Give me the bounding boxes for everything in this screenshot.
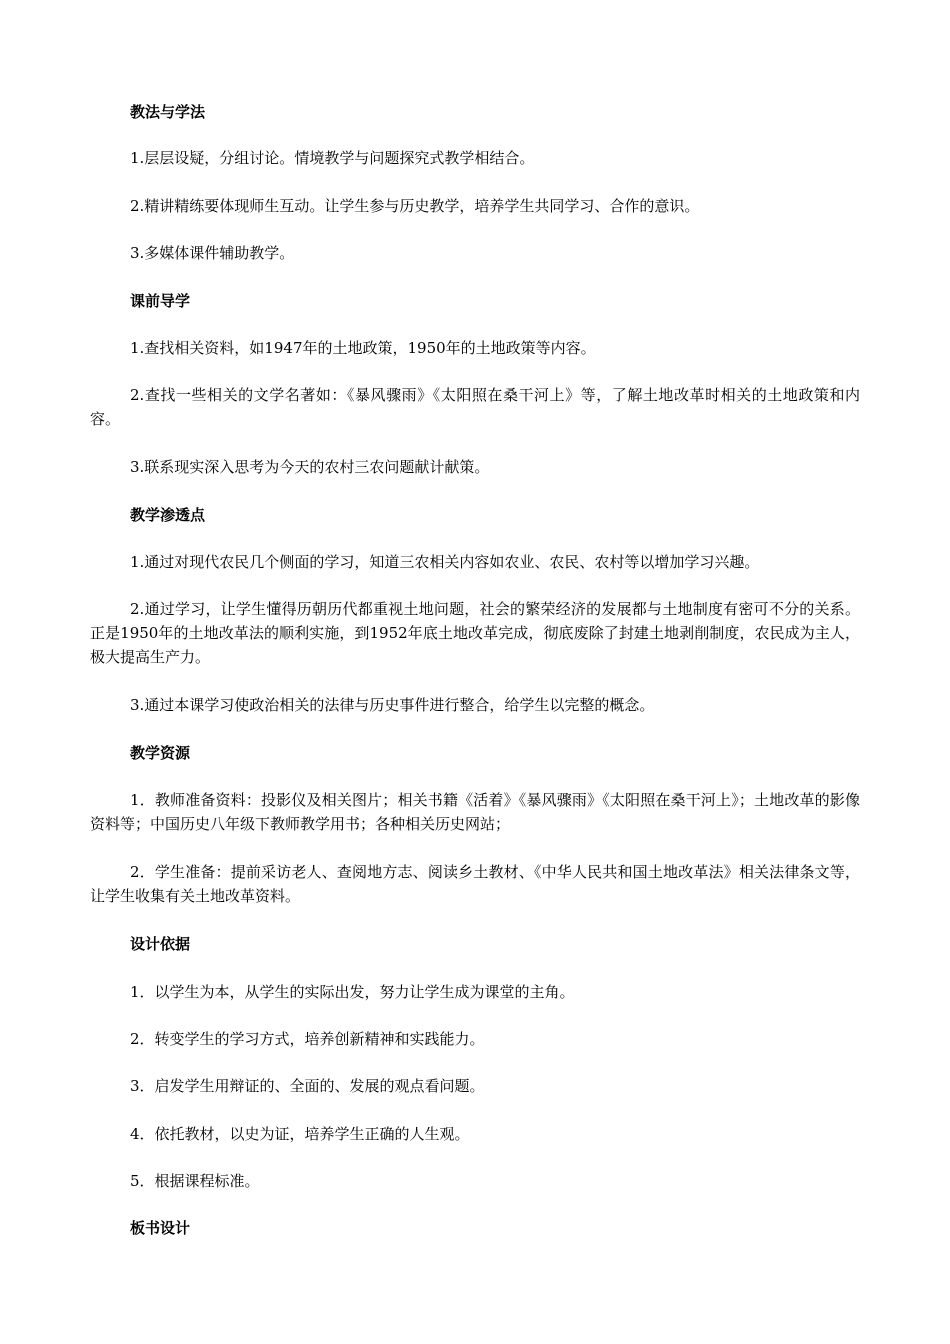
paragraph: 2.查找一些相关的文学名著如：《暴风骤雨》《太阳照在桑干河上》等，了解土地改革时相关的土地政策和内容。 (90, 386, 860, 428)
section-heading-pre-class-guide: 课前导学 (130, 292, 191, 310)
paragraph: 3.多媒体课件辅助教学。 (130, 244, 295, 262)
paragraph: 2.精讲精练要体现师生互动。让学生参与历史教学，培养学生共同学习、合作的意识。 (130, 197, 700, 215)
paragraph: 3.通过本课学习使政治相关的法律与历史事件进行整合，给学生以完整的概念。 (130, 696, 655, 714)
paragraph: 1．教师准备资料：投影仪及相关图片；相关书籍《活着》《暴风骤雨》《太阳照在桑干河上》；土地改革的影像资料等；中国历史八年级下教师教学用书；各种相关历史网站； (90, 791, 860, 833)
paragraph: 3．启发学生用辩证的、全面的、发展的观点看问题。 (130, 1077, 485, 1095)
paragraph: 2．转变学生的学习方式，培养创新精神和实践能力。 (130, 1030, 485, 1048)
section-heading-teaching-penetration: 教学渗透点 (130, 506, 206, 524)
section-heading-teaching-methods: 教法与学法 (130, 103, 206, 121)
paragraph: 1.层层设疑，分组讨论。情境教学与问题探究式教学相结合。 (130, 149, 535, 167)
paragraph: 5．根据课程标准。 (130, 1172, 260, 1190)
paragraph: 1．以学生为本，从学生的实际出发，努力让学生成为课堂的主角。 (130, 983, 575, 1001)
paragraph: 1.查找相关资料，如1947年的土地政策，1950年的土地政策等内容。 (130, 339, 596, 357)
paragraph: 4．依托教材，以史为证，培养学生正确的人生观。 (130, 1125, 470, 1143)
section-heading-design-basis: 设计依据 (130, 935, 191, 953)
paragraph: 2.通过学习，让学生懂得历朝历代都重视土地问题，社会的繁荣经济的发展都与土地制度有密可不分的关系。正是1950年的土地改革法的顺利实施，到1952年底土地改革完成，彻底废除了封建土地剥削制度，农民成为主人，极大提高生产力。 (90, 600, 860, 666)
paragraph: 3.联系现实深入思考为今天的农村三农问题献计献策。 (130, 458, 490, 476)
section-heading-teaching-resources: 教学资源 (130, 744, 191, 762)
paragraph: 1.通过对现代农民几个侧面的学习，知道三农相关内容如农业、农民、农村等以增加学习兴趣。 (130, 553, 760, 571)
section-heading-board-design: 板书设计 (130, 1219, 191, 1237)
paragraph: 2．学生准备：提前采访老人、查阅地方志、阅读乡土教材、《中华人民共和国土地改革法》相关法律条文等，让学生收集有关土地改革资料。 (90, 863, 860, 905)
